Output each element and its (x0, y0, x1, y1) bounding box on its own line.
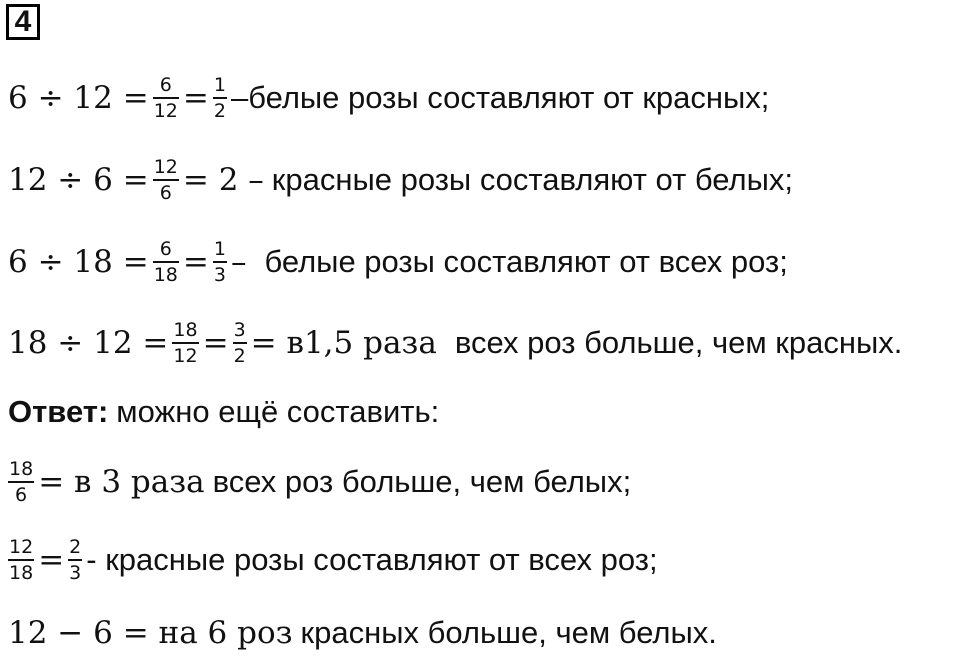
task-number: 4 (14, 5, 32, 38)
fraction-bar (172, 342, 198, 344)
numerator: 18 (173, 319, 198, 341)
fraction (213, 238, 227, 286)
fraction-bar (153, 179, 179, 181)
fraction (8, 536, 34, 584)
equation-line-1 (8, 74, 769, 122)
equals: = (38, 542, 65, 578)
denominator: 3 (69, 562, 82, 584)
equals: = (182, 244, 209, 280)
fraction (233, 319, 247, 367)
statement-text: белые розы составляют от всех роз; (264, 244, 788, 279)
statement-text: красных больше, чем белых. (300, 615, 717, 650)
fraction (213, 74, 227, 122)
denominator: 12 (153, 100, 178, 122)
denominator: 2 (233, 345, 246, 367)
statement-text: –белые розы составляют от красных; (230, 80, 770, 115)
extra-line-2 (8, 536, 658, 584)
answer-text: можно ещё составить: (116, 394, 440, 429)
result: = в1,5 раза (250, 325, 437, 361)
fraction (68, 536, 82, 584)
fraction-bar (233, 342, 247, 344)
answer-line (8, 394, 439, 430)
denominator: 3 (213, 264, 226, 286)
extra-line-1 (8, 458, 631, 506)
task-number-box (6, 4, 40, 40)
extra-line-3 (8, 615, 717, 651)
numerator: 6 (159, 74, 172, 96)
fraction (153, 156, 179, 204)
fraction (153, 74, 179, 122)
fraction-bar (153, 261, 179, 263)
answer-label: Ответ: (8, 394, 109, 429)
numerator: 12 (153, 156, 178, 178)
equation-line-4 (8, 319, 902, 367)
result: = в 3 раза (38, 464, 205, 500)
statement-text: всех роз больше, чем белых; (212, 464, 632, 499)
numerator: 2 (69, 536, 82, 558)
equals: = (182, 80, 209, 116)
denominator: 6 (15, 484, 28, 506)
statement-text: красные розы составляют от белых; (271, 162, 793, 197)
fraction (172, 319, 198, 367)
fraction-bar (213, 261, 227, 263)
fraction-bar (153, 97, 179, 99)
statement-text: всех роз больше, чем красных. (454, 325, 903, 360)
expression: 12 ÷ 6 = (8, 162, 149, 198)
expression: 6 ÷ 12 = (8, 80, 149, 116)
dash: – (230, 244, 247, 280)
fraction (8, 458, 34, 506)
numerator: 1 (213, 238, 226, 260)
statement-text: - красные розы составляют от всех роз; (86, 542, 658, 577)
numerator: 12 (9, 536, 34, 558)
expression: 18 ÷ 12 = (8, 325, 169, 361)
numerator: 18 (9, 458, 34, 480)
numerator: 1 (213, 74, 226, 96)
fraction-bar (8, 481, 34, 483)
fraction (153, 238, 179, 286)
equals: = (202, 325, 229, 361)
expression: 6 ÷ 18 = (8, 244, 149, 280)
equation-line-3 (8, 238, 788, 286)
numerator: 6 (159, 238, 172, 260)
denominator: 2 (213, 100, 226, 122)
numerator: 3 (233, 319, 246, 341)
expression: 12 − 6 = на 6 роз (8, 615, 293, 651)
denominator: 18 (9, 562, 34, 584)
denominator: 18 (153, 264, 178, 286)
equation-line-2 (8, 156, 793, 204)
fraction-bar (8, 559, 34, 561)
result: = 2 – (182, 162, 264, 198)
denominator: 6 (159, 182, 172, 204)
fraction-bar (213, 97, 227, 99)
denominator: 12 (173, 345, 198, 367)
fraction-bar (68, 559, 82, 561)
